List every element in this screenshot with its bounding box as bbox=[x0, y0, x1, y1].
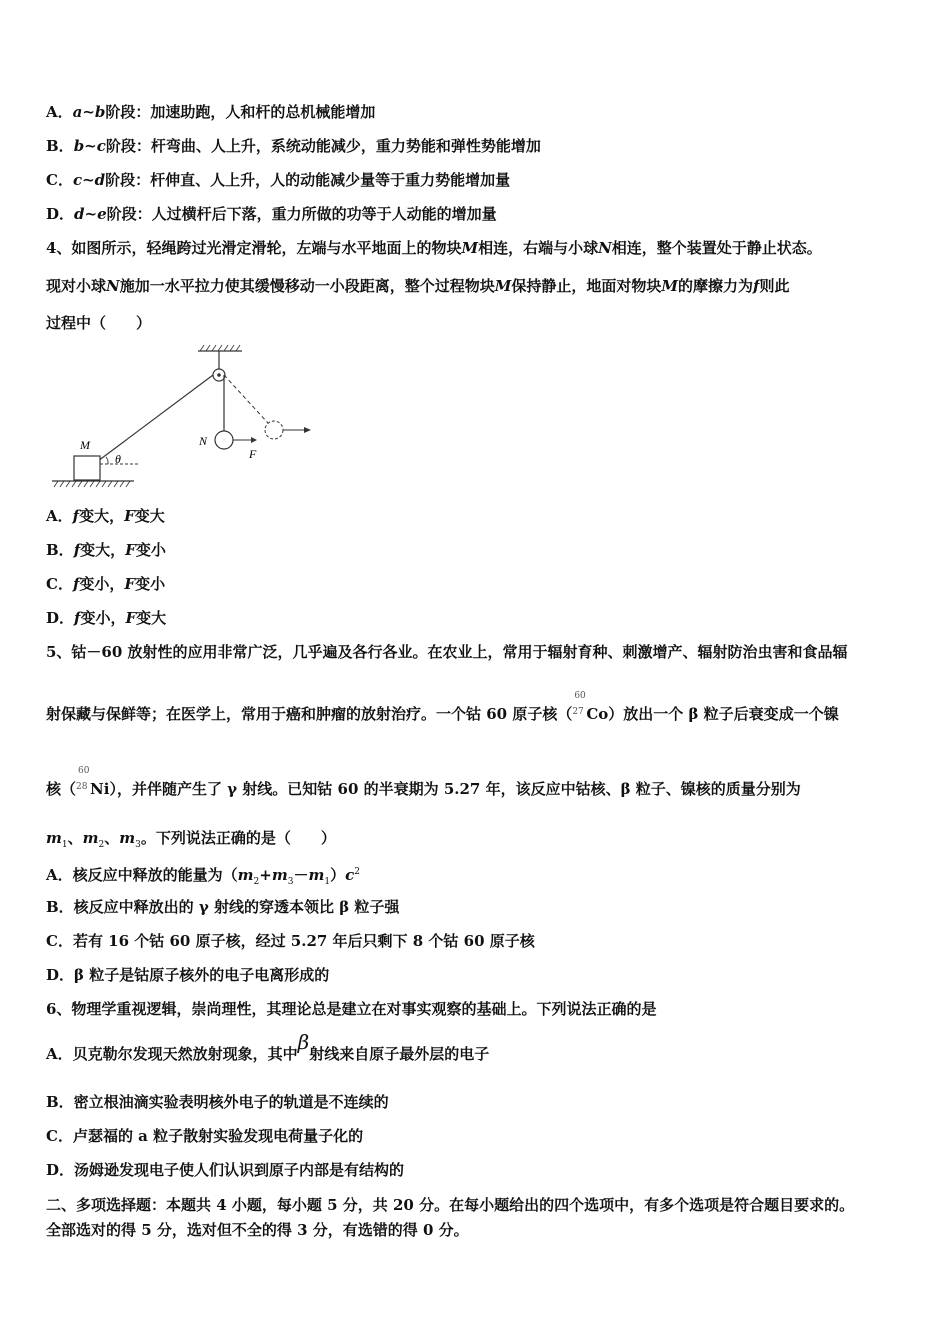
pulley-axle bbox=[217, 373, 221, 377]
q5-option-b: B．核反应中释放出的 γ 射线的穿透本领比 β 粒子强 bbox=[46, 898, 400, 916]
section2-instructions-line1: 二、多项选择题：本题共 4 小题，每小题 5 分，共 20 分。在每小题给出的四个选项中，有多个选项是符合题目要求的。 bbox=[46, 1196, 855, 1214]
q6-option-a: A．贝克勒尔发现天然放射现象，其中β射线来自原子最外层的电子 bbox=[46, 1030, 490, 1063]
q5-option-d: D．β 粒子是钴原子核外的电子电离形成的 bbox=[46, 966, 330, 984]
rope-dashed bbox=[224, 375, 268, 423]
cobalt-isotope: 60 27 bbox=[572, 691, 586, 717]
q6-option-c: C．卢瑟福的 a 粒子散射实验发现电荷量子化的 bbox=[46, 1127, 364, 1145]
displaced-arrow-head bbox=[304, 427, 311, 433]
q4-stem-line2: 现对小球N施加一水平拉力使其缓慢移动一小段距离，整个过程物块M保持静止，地面对物块M的摩擦力为f则此 bbox=[46, 277, 790, 295]
label-f: F bbox=[249, 447, 257, 461]
q5-option-c: C．若有 16 个钴 60 原子核，经过 5.27 年后只剩下 8 个钴 60 原子核 bbox=[46, 932, 535, 950]
ground-hatch bbox=[54, 481, 130, 487]
force-arrow-head bbox=[251, 437, 257, 443]
label-theta: θ bbox=[115, 452, 121, 466]
q6-option-b: B．密立根油滴实验表明核外电子的轨道是不连续的 bbox=[46, 1093, 389, 1111]
q4-option-d: D．f变小，F变大 bbox=[46, 609, 167, 627]
q6-option-d: D．汤姆逊发现电子使人们认识到原子内部是有结构的 bbox=[46, 1161, 405, 1179]
q5-stem-line1: 5、钴－60 放射性的应用非常广泛，几乎遍及各行各业。在农业上，常用于辐射育种、刺激增产、辐射防治虫害和食品辐 bbox=[46, 643, 848, 661]
rope-left bbox=[98, 375, 213, 461]
q6-stem: 6、物理学重视逻辑，崇尚理性，其理论总是建立在对事实观察的基础上。下列说法正确的是 bbox=[46, 1000, 657, 1018]
q4-stem-line3: 过程中（ ） bbox=[46, 314, 152, 332]
q3-option-a: A．a~b阶段：加速助跑，人和杆的总机械能增加 bbox=[46, 103, 376, 121]
pulley-diagram bbox=[46, 343, 326, 495]
q5-option-a: A．核反应中释放的能量为$(m_2+m_3-m_1)c^2$ bbox=[46, 866, 360, 887]
q5-stem-line2: 射保藏与保鲜等；在医学上，常用于癌和肿瘤的放射治疗。一个钴 60 原子核（ 60 27 Co）放出一个 β 粒子后衰变成一个镍 bbox=[46, 691, 839, 723]
ball-n bbox=[215, 431, 233, 449]
ball-displaced bbox=[265, 421, 283, 439]
q3-option-b: B．b~c阶段：杆弯曲、人上升，系统动能减少，重力势能和弹性势能增加 bbox=[46, 137, 541, 155]
q4-option-c: C．f变小，F变小 bbox=[46, 575, 166, 593]
q4-option-a: A．f变大，F变大 bbox=[46, 507, 165, 525]
angle-arc bbox=[106, 457, 108, 464]
q5-stem-line3: 核（ 60 28 Ni），并伴随产生了 γ 射线。已知钴 60 的半衰期为 5.27 年，该反应中钴核、β 粒子、镍核的质量分别为 bbox=[46, 766, 801, 798]
q3-option-d: D．d~e阶段：人过横杆后下落，重力所做的功等于人动能的增加量 bbox=[46, 205, 497, 223]
q3-option-c: C．c~d阶段：杆伸直、人上升，人的动能减少量等于重力势能增加量 bbox=[46, 171, 511, 189]
label-m: M bbox=[80, 438, 90, 452]
ceiling-hatch bbox=[200, 345, 240, 351]
q5-stem-line4: $m_1$、$m_2$、$m_3$。下列说法正确的是（ ） bbox=[46, 829, 336, 850]
q4-option-b: B．f变大，F变小 bbox=[46, 541, 166, 559]
section2-instructions-line2: 全部选对的得 5 分，选对但不全的得 3 分，有选错的得 0 分。 bbox=[46, 1221, 469, 1239]
block-m bbox=[74, 456, 100, 480]
nickel-isotope: 60 28 bbox=[76, 766, 90, 792]
label-n: N bbox=[199, 434, 208, 448]
q4-stem-line1: 4、如图所示，轻绳跨过光滑定滑轮，左端与水平地面上的物块M相连，右端与小球N相连，整个装置处于静止状态。 bbox=[46, 239, 822, 257]
